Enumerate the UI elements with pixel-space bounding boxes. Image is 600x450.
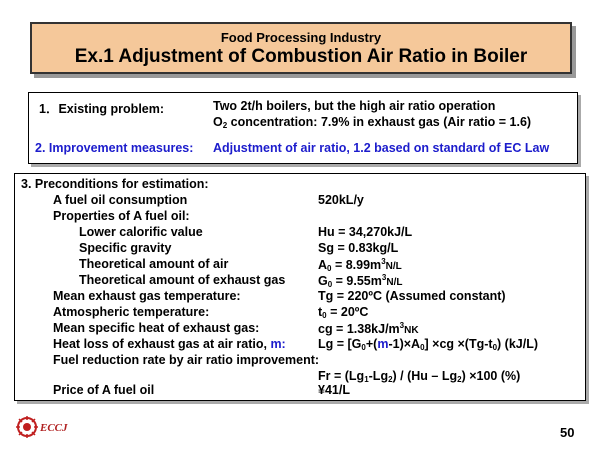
problem-line1: Two 2t/h boilers, but the high air ratio operation [213,99,496,113]
consumption-value: 520kL/y [318,193,364,207]
loss-formula: $Lg = [G_0+(m-1)\times A_0] \times cg \times(Tg-t_0)$ (kJ/L) [318,337,539,352]
sg-label: Specific gravity [79,241,172,255]
lcv-value: Hu = 34,270kJ/L [318,225,413,239]
preconditions-box [14,173,586,401]
temp-value: Tg = 220ºC (Assumed constant) [318,289,506,303]
slide-subtitle: Food Processing Industry [220,30,382,45]
price-value: ¥41/L [318,383,350,397]
slide-title: Ex.1 Adjustment of Combustion Air Ratio in Boiler [74,46,528,67]
heat-value: cg = $1.38kJ/m^3NK$ [318,321,419,336]
preconditions-heading: 3. Preconditions for estimation: [21,177,209,191]
price-label: Price of A fuel oil [53,383,155,397]
sg-value: Sg = 0.83kg/L [318,241,399,255]
heat-label: Mean specific heat of exhaust gas: [53,321,260,335]
problem-label: 1．Existing problem: [39,102,165,116]
lcv-label: Lower calorific value [79,225,203,239]
loss-label: Heat loss of exhaust gas at air ratio, m: [53,337,286,351]
eccj-logo-icon [16,416,38,438]
exhaust-label: Theoretical amount of exhaust gas [79,273,286,287]
air-label: Theoretical amount of air [79,257,229,271]
improvement-text: Adjustment of air ratio, 1.2 based on standard of EC Law [213,141,550,155]
logo-text: ECCJ [40,422,68,434]
title-banner [30,22,572,74]
air-value: $A_0 = 8.99m^3N/L$ [318,257,402,273]
temp-label: Mean exhaust gas temperature: [53,289,241,303]
page-number: 50 [560,425,575,440]
improvement-label: 2. Improvement measures: [35,141,194,155]
properties-label: Properties of A fuel oil: [53,209,190,223]
problem-line2: $O_2$ concentration: 7.9% in exhaust gas (Air ratio = 1.6) [213,115,532,130]
consumption-label: A fuel oil consumption [53,193,188,207]
atm-value: $t_0$ = 20ºC [318,305,369,320]
fuel-formula: $Fr = (Lg_1-Lg_2) / (Hu - Lg_2) \times 100$ (%) [318,369,521,384]
problem-box [28,92,578,164]
fuel-label: Fuel reduction rate by air ratio improvement: [53,353,320,367]
exhaust-value: $G_0 = 9.55m^3N/L$ [318,273,403,289]
atm-label: Atmospheric temperature: [53,305,210,319]
